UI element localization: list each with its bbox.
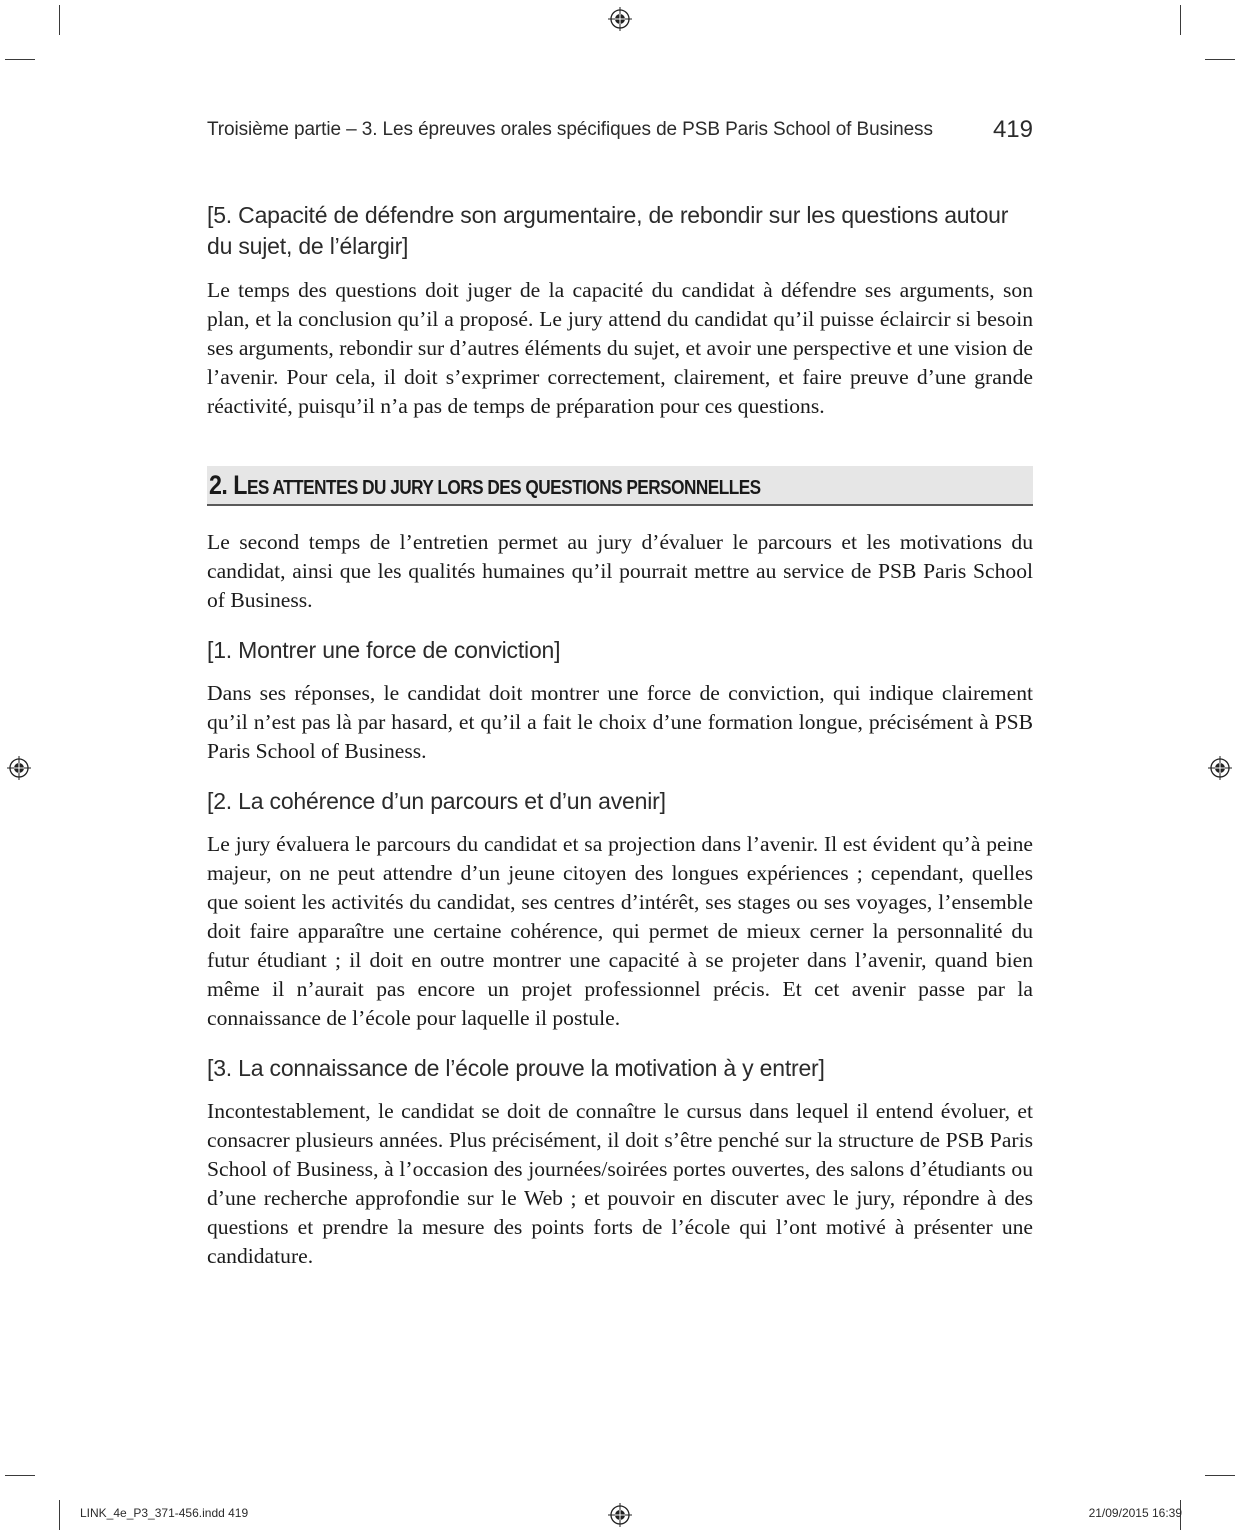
crop-mark-top-left <box>59 5 60 35</box>
paragraph-2: Le jury évaluera le parcours du candidat et sa projection dans l’avenir. Il est évident qu’à peine majeur, on ne peut attendre d’un jeune citoyen des longues expériences ; cependant, quelles que soient les activités du candidat, ses centres d’intérêt, ses stages ou ses voyages, l’ensemble doit faire apparaître une certaine cohérence, qui permet de mieux cerner la personnalité du futur étudiant ; il doit en outre montrer une capacité à se projeter dans l’avenir, quand bien même il n’aurait pas encore un projet professionnel précis. Et cet avenir passe par la connaissance de l’école pour laquelle il postule. <box>207 832 1033 1030</box>
registration-mark-icon <box>1208 756 1232 780</box>
crop-mark-right-bottom <box>1205 1475 1235 1476</box>
crop-mark-left-top <box>5 59 35 60</box>
running-header <box>207 116 1033 146</box>
timestamp: 21/09/2015 16:39 <box>1088 1506 1182 1520</box>
subheading-3: [3. La connaissance de l’école prouve la motivation à y entrer] <box>207 1055 825 1081</box>
paragraph-1: Dans ses réponses, le candidat doit montrer une force de conviction, qui indique clairement qu’il n’est pas là par hasard, et qu’il a fait le choix d’une formation longue, précisément à PSB Paris School of Business. <box>207 681 1033 763</box>
page-content <box>207 200 1033 1271</box>
section-heading <box>207 466 1033 506</box>
page-number: 419 <box>992 116 1033 143</box>
running-title: Troisième partie – 3. Les épreuves orales spécifiques de PSB Paris School of Business <box>207 119 933 140</box>
section-number: 2. <box>209 470 234 500</box>
paragraph-5: Le temps des questions doit juger de la capacité du candidat à défendre ses arguments, son plan, et la conclusion qu’il a proposé. Le jury attend du candidat qu’il puisse éclaircir si besoin ses arguments, rebondir sur d’autres éléments du sujet, et avoir une perspective et une vision de l’avenir. Pour cela, il doit s’exprimer correctement, clairement, et faire preuve d’une grande réactivité, puisqu’il n’a pas de temps de préparation pour ces questions. <box>207 278 1033 418</box>
section-title-rest: ES ATTENTES DU JURY LORS DES QUESTIONS PERSONNELLES <box>246 477 761 499</box>
crop-mark-left-bottom <box>5 1475 35 1476</box>
file-info: LINK_4e_P3_371-456.indd 419 <box>80 1506 249 1520</box>
registration-mark-icon <box>608 1503 632 1527</box>
crop-mark-right-top <box>1205 59 1235 60</box>
section-title-initial: L <box>233 470 247 500</box>
section-intro: Le second temps de l’entretien permet au jury d’évaluer le parcours et les motivations du candidat, ainsi que les qualités humaines qu’il pourrait mettre au service de PSB Paris School of Business. <box>207 530 1033 612</box>
subheading-2: [2. La cohérence d’un parcours et d’un avenir] <box>207 788 666 814</box>
subheading-5: [5. Capacité de défendre son argumentaire, de rebondir sur les questions autour du sujet, de l’élargir] <box>207 202 1009 259</box>
paragraph-3: Incontestablement, le candidat se doit de connaître le cursus dans lequel il entend évoluer, et consacrer plusieurs années. Plus précisément, il doit s’être penché sur la structure de PSB Paris School of Business, à l’occasion des journées/soirées portes ouvertes, des salons d’étudiants ou d’une recherche approfondie sur le Web ; et pouvoir en discuter avec le jury, répondre à des questions et prendre la mesure des points forts de l’école qui l’ont motivé à présenter une candidature. <box>207 1099 1033 1268</box>
section-title <box>209 470 761 501</box>
registration-mark-icon <box>7 756 31 780</box>
registration-mark-icon <box>608 7 632 31</box>
crop-mark-bottom-left <box>59 1500 60 1530</box>
subheading-1: [1. Montrer une force de conviction] <box>207 637 561 663</box>
crop-mark-top-right <box>1180 5 1181 35</box>
